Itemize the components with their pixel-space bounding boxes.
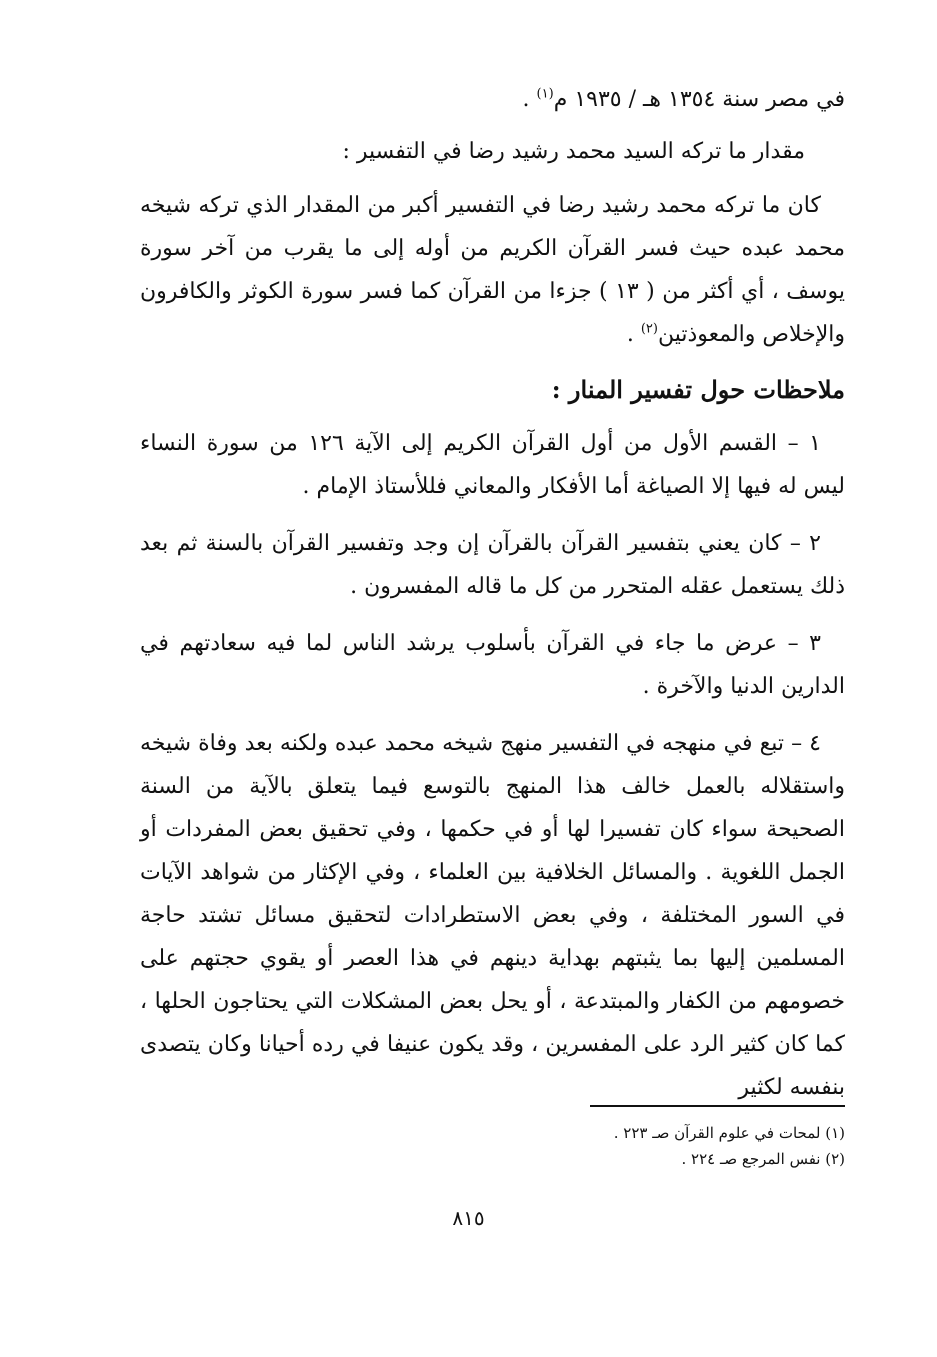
intro-end: . bbox=[522, 87, 537, 112]
note-item-4: ٤ – تبع في منهجه في التفسير منهج شيخه محمد عبده ولكنه بعد وفاة شيخه واستقلاله بالعمل خالف هذا المنهج بالتوسع فيما يتعلق بالآية من السنة الصحيحة سواء كان تفسيرا لها أو في حكمها ، وفي تحقيق بعض المفردات أو الجمل اللغوية . والمسائل الخلافية بين العلماء ، وفي الإكثار من شواهد الآيات في السور المختلفة ، وفي بعض الاستطرادات لتحقيق مسائل تشتد حاجة المسلمين إليها بما يثبتهم بهداية دينهم في هذا العصر أو يقوي حجتهم على خصومهم من الكفار والمبتدعة ، أو يحل بعض المشكلات التي يحتاجون الحلها ، كما كان كثير الرد على المفسرين ، وقد يكون عنيفا في رده أحيانا وكان يتصدى بنفسه لكثير bbox=[140, 731, 845, 1100]
note-item-2: ٢ – كان يعني بتفسير القرآن بالقرآن إن وجد وتفسير القرآن بالسنة ثم بعد ذلك يستعمل عقله المتحرر من كل ما قاله المفسرون . bbox=[140, 531, 845, 599]
intro-line bbox=[140, 80, 845, 120]
page-number: ٨١٥ bbox=[452, 1206, 485, 1230]
paragraph-text: كان ما تركه محمد رشيد رضا في التفسير أكبر من المقدار الذي تركه شيخه محمد عبده حيث فسر القرآن الكريم من أوله إلى ما يقرب من آخر سورة يوسف ، أي أكثر من ( ١٣ ) جزءا من القرآن كما فسر سورة الكوثر والكافرون والإخلاص والمعوذتين bbox=[140, 193, 845, 347]
footnotes bbox=[445, 1120, 845, 1172]
footnote-1: (١) لمحات في علوم القرآن صـ ٢٢٣ . bbox=[613, 1124, 845, 1142]
body-paragraph bbox=[140, 184, 845, 356]
paragraph-end: . bbox=[626, 322, 641, 347]
note-item-3: ٣ – عرض ما جاء في القرآن بأسلوب يرشد الناس لما فيه سعادتهم في الدارين الدنيا والآخرة . bbox=[140, 631, 845, 699]
section-title: ملاحظات حول تفسير المنار : bbox=[551, 375, 845, 404]
footnote-2: (٢) نفس المرجع صـ ٢٢٤ . bbox=[681, 1150, 845, 1168]
footnote-divider bbox=[590, 1105, 845, 1107]
subheading: مقدار ما تركه السيد محمد رشيد رضا في التفسير : bbox=[342, 139, 805, 164]
intro-text: في مصر سنة ١٣٥٤ هـ / ١٩٣٥ م bbox=[553, 87, 845, 112]
footnote-ref-1: (١) bbox=[536, 86, 554, 102]
note-item-1: ١ – القسم الأول من أول القرآن الكريم إلى الآية ١٢٦ من سورة النساء ليس له فيها إلا الصياغة أما الأفكار والمعاني فللأستاذ الإمام . bbox=[140, 431, 845, 499]
footnote-ref-2: (٢) bbox=[640, 321, 658, 337]
page-body bbox=[140, 80, 845, 1123]
